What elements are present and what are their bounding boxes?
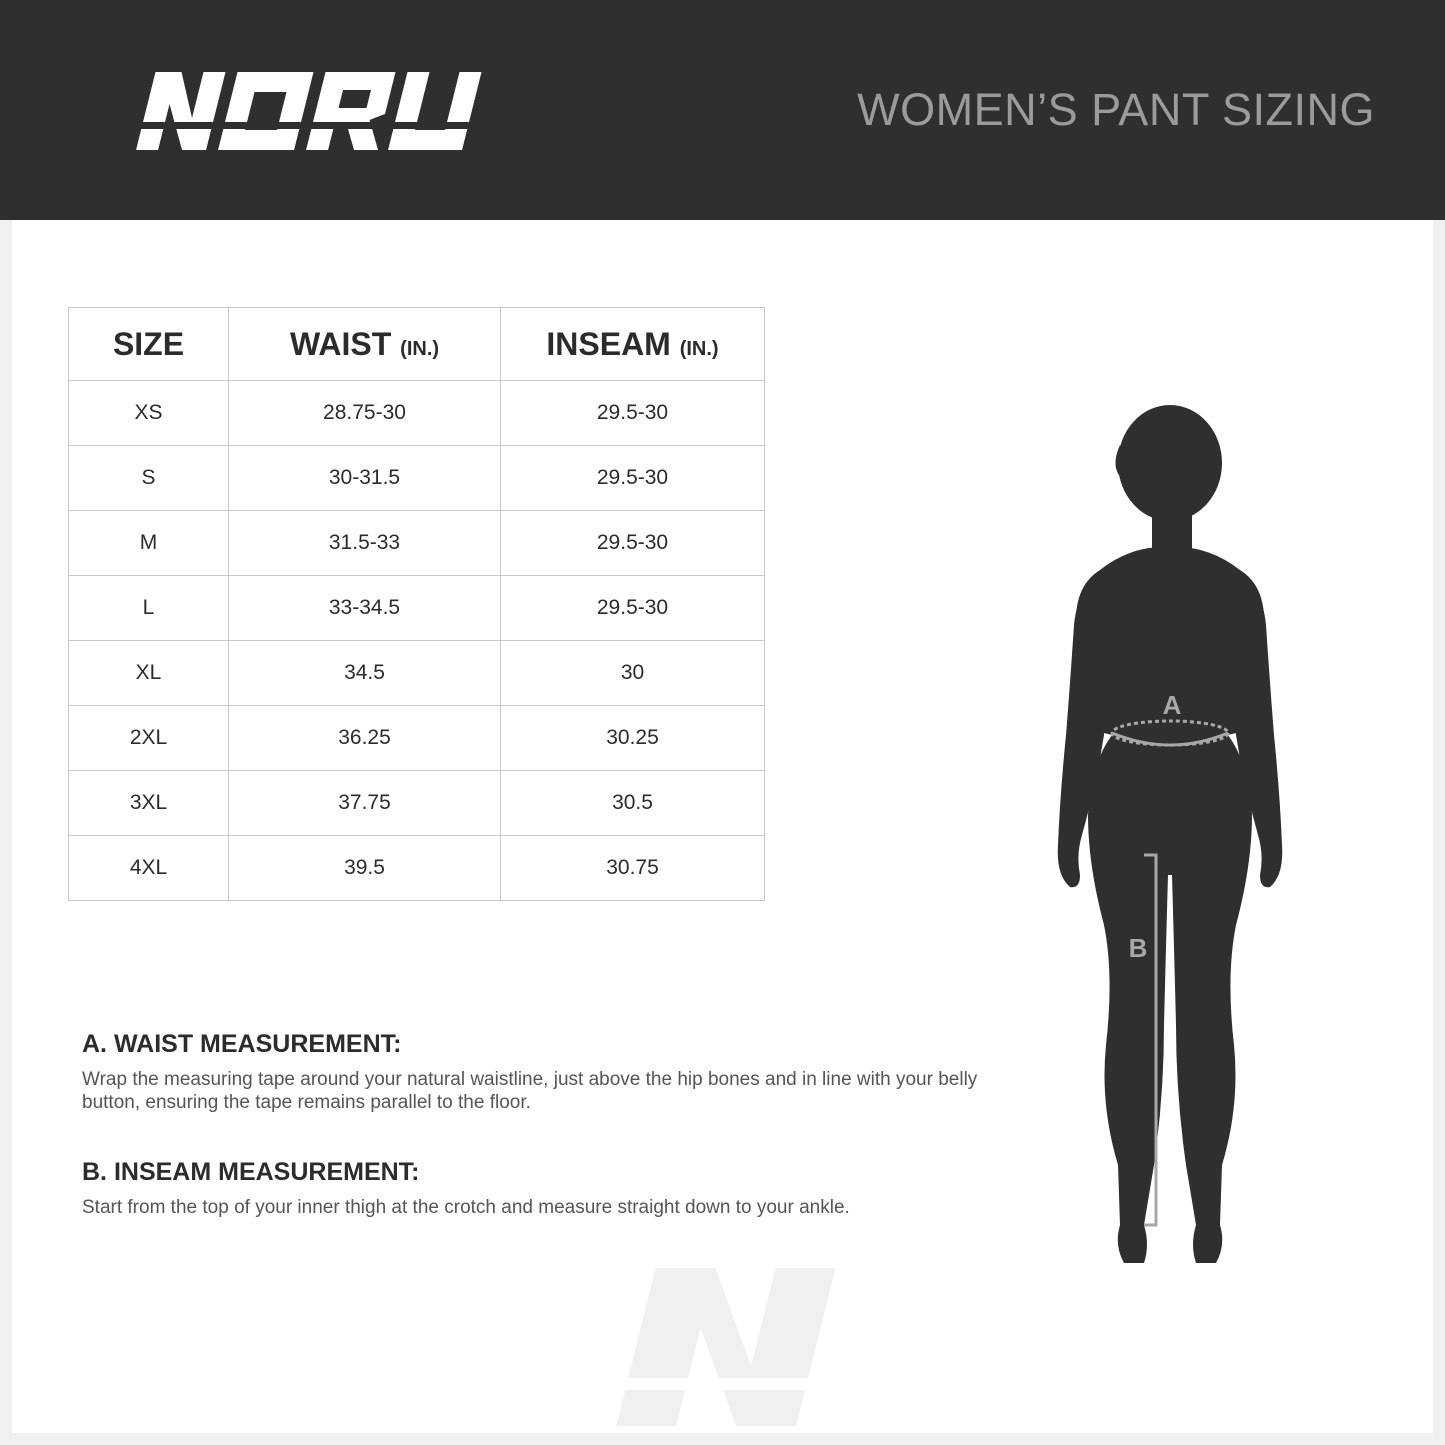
noru-logo xyxy=(126,70,482,152)
cell-waist: 28.75-30 xyxy=(229,381,501,446)
woman-silhouette-figure xyxy=(1040,405,1300,1285)
cell-waist: 31.5-33 xyxy=(229,511,501,576)
table-header-row xyxy=(69,308,765,381)
table-row xyxy=(69,836,765,901)
waist-note-title: A. WAIST MEASUREMENT: xyxy=(82,1030,402,1058)
size-chart-table xyxy=(68,307,765,901)
table-row xyxy=(69,706,765,771)
cell-waist: 33-34.5 xyxy=(229,576,501,641)
header-waist: WAIST (IN.) xyxy=(229,308,501,381)
cell-inseam: 29.5-30 xyxy=(501,576,765,641)
table-row xyxy=(69,641,765,706)
table-row xyxy=(69,771,765,836)
cell-inseam: 29.5-30 xyxy=(501,381,765,446)
cell-size: XL xyxy=(69,641,229,706)
table-row xyxy=(69,446,765,511)
cell-inseam: 30.25 xyxy=(501,706,765,771)
header-banner xyxy=(0,0,1445,220)
cell-size: 3XL xyxy=(69,771,229,836)
cell-inseam: 30.75 xyxy=(501,836,765,901)
noru-watermark-logo xyxy=(610,1266,840,1428)
waist-marker-label: A xyxy=(1162,690,1182,720)
cell-inseam: 30.5 xyxy=(501,771,765,836)
inseam-note-title: B. INSEAM MEASUREMENT: xyxy=(82,1158,420,1186)
cell-size: 4XL xyxy=(69,836,229,901)
measurement-notes xyxy=(82,1030,1002,1219)
table-row xyxy=(69,511,765,576)
cell-size: M xyxy=(69,511,229,576)
header-size: SIZE xyxy=(69,308,229,381)
cell-waist: 37.75 xyxy=(229,771,501,836)
header-inseam: INSEAM (IN.) xyxy=(501,308,765,381)
table-row xyxy=(69,576,765,641)
inseam-note-text: Start from the top of your inner thigh at the crotch and measure straight down to your ankle. xyxy=(82,1197,850,1218)
cell-waist: 39.5 xyxy=(229,836,501,901)
cell-inseam: 30 xyxy=(501,641,765,706)
table-row xyxy=(69,381,765,446)
cell-size: L xyxy=(69,576,229,641)
page-title: WOMEN’S PANT SIZING xyxy=(857,84,1375,135)
cell-waist: 34.5 xyxy=(229,641,501,706)
inseam-marker-label: B xyxy=(1128,933,1148,963)
cell-inseam: 29.5-30 xyxy=(501,511,765,576)
waist-note-text: Wrap the measuring tape around your natural waistline, just above the hip bones and in line with your belly button, ensuring the tape remains parallel to the floor. xyxy=(82,1069,978,1113)
cell-waist: 36.25 xyxy=(229,706,501,771)
cell-waist: 30-31.5 xyxy=(229,446,501,511)
cell-inseam: 29.5-30 xyxy=(501,446,765,511)
silhouette-body xyxy=(1058,405,1283,1263)
cell-size: XS xyxy=(69,381,229,446)
cell-size: 2XL xyxy=(69,706,229,771)
cell-size: S xyxy=(69,446,229,511)
